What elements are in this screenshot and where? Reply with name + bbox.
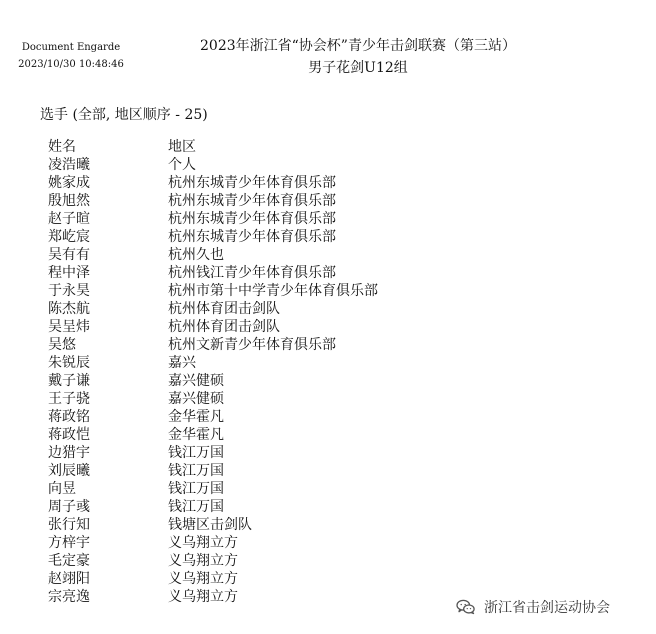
participant-region: 杭州东城青少年体育俱乐部 <box>168 229 336 245</box>
participant-name: 蒋政铭 <box>48 409 90 425</box>
participant-row <box>48 408 518 426</box>
participant-region: 杭州钱江青少年体育俱乐部 <box>168 265 336 281</box>
participant-region: 钱江万国 <box>168 499 224 515</box>
participant-region: 义乌翔立方 <box>168 535 238 551</box>
participant-name: 赵子暄 <box>48 211 90 227</box>
participant-row <box>48 390 518 408</box>
participant-table <box>48 138 518 606</box>
watermark-text: 浙江省击剑运动协会 <box>484 600 610 616</box>
participant-row <box>48 228 518 246</box>
participant-row <box>48 426 518 444</box>
participant-row <box>48 264 518 282</box>
participant-name: 程中泽 <box>48 265 90 281</box>
participant-name: 王子骁 <box>48 391 90 407</box>
participant-name: 吴呈炜 <box>48 319 90 335</box>
participant-region: 杭州久也 <box>168 247 224 263</box>
participant-name: 吴有有 <box>48 247 90 263</box>
participant-row <box>48 444 518 462</box>
document-title: 2023年浙江省“协会杯”青少年击剑联赛（第三站） <box>200 38 516 54</box>
participant-region: 钱江万国 <box>168 463 224 479</box>
section-heading: 选手 (全部, 地区顺序 - 25) <box>40 107 208 123</box>
participant-row <box>48 570 518 588</box>
watermark <box>455 595 645 619</box>
participant-name: 凌浩曦 <box>48 157 90 173</box>
name-column-header: 姓名 <box>48 139 76 155</box>
participant-region: 杭州文新青少年体育俱乐部 <box>168 337 336 353</box>
participant-name: 蒋政恺 <box>48 427 90 443</box>
participant-name: 刘辰曦 <box>48 463 90 479</box>
participant-row <box>48 318 518 336</box>
participant-region: 杭州体育团击剑队 <box>168 319 280 335</box>
region-column-header: 地区 <box>168 139 196 155</box>
participant-name: 吴悠 <box>48 337 76 353</box>
participant-name: 戴子谦 <box>48 373 90 389</box>
participant-name: 姚家成 <box>48 175 90 191</box>
participant-region: 个人 <box>168 157 196 173</box>
participant-region: 嘉兴健硕 <box>168 373 224 389</box>
participant-name: 赵翊阳 <box>48 571 90 587</box>
participant-name: 周子彧 <box>48 499 90 515</box>
table-header-row <box>48 138 518 156</box>
participant-row <box>48 156 518 174</box>
participant-name: 朱锐辰 <box>48 355 90 371</box>
participant-row <box>48 336 518 354</box>
participant-name: 张行知 <box>48 517 90 533</box>
participant-row <box>48 354 518 372</box>
participant-region: 钱江万国 <box>168 481 224 497</box>
participant-region: 杭州东城青少年体育俱乐部 <box>168 211 336 227</box>
participant-row <box>48 498 518 516</box>
participant-name: 于永昊 <box>48 283 90 299</box>
participant-name: 边猎宇 <box>48 445 90 461</box>
participant-row <box>48 246 518 264</box>
participant-name: 殷旭然 <box>48 193 90 209</box>
participant-region: 义乌翔立方 <box>168 571 238 587</box>
participant-row <box>48 192 518 210</box>
participant-row <box>48 480 518 498</box>
participant-name: 方梓宇 <box>48 535 90 551</box>
print-datetime: 2023/10/30 10:48:46 <box>18 59 124 70</box>
participant-region: 杭州市第十中学青少年体育俱乐部 <box>168 283 378 299</box>
participant-region: 金华霍凡 <box>168 427 224 443</box>
participant-region: 义乌翔立方 <box>168 553 238 569</box>
participant-row <box>48 516 518 534</box>
participant-region: 嘉兴 <box>168 355 196 371</box>
participant-row <box>48 462 518 480</box>
participant-row <box>48 588 518 606</box>
participant-name: 毛定豪 <box>48 553 90 569</box>
participant-name: 宗亮逸 <box>48 589 90 605</box>
participant-row <box>48 210 518 228</box>
event-subtitle: 男子花剑U12组 <box>308 60 408 76</box>
participant-region: 钱江万国 <box>168 445 224 461</box>
participant-region: 杭州体育团击剑队 <box>168 301 280 317</box>
participant-region: 钱塘区击剑队 <box>168 517 252 533</box>
wechat-icon <box>455 598 477 616</box>
participant-region: 义乌翔立方 <box>168 589 238 605</box>
participant-row <box>48 174 518 192</box>
participant-row <box>48 552 518 570</box>
participant-name: 郑屹宸 <box>48 229 90 245</box>
participant-region: 杭州东城青少年体育俱乐部 <box>168 193 336 209</box>
participant-row <box>48 300 518 318</box>
participant-name: 向昱 <box>48 481 76 497</box>
participant-region: 杭州东城青少年体育俱乐部 <box>168 175 336 191</box>
participant-row <box>48 282 518 300</box>
participant-region: 嘉兴健硕 <box>168 391 224 407</box>
participant-region: 金华霍凡 <box>168 409 224 425</box>
participant-row <box>48 534 518 552</box>
participant-row <box>48 372 518 390</box>
software-label: Document Engarde <box>21 42 121 53</box>
participant-name: 陈杰航 <box>48 301 90 317</box>
